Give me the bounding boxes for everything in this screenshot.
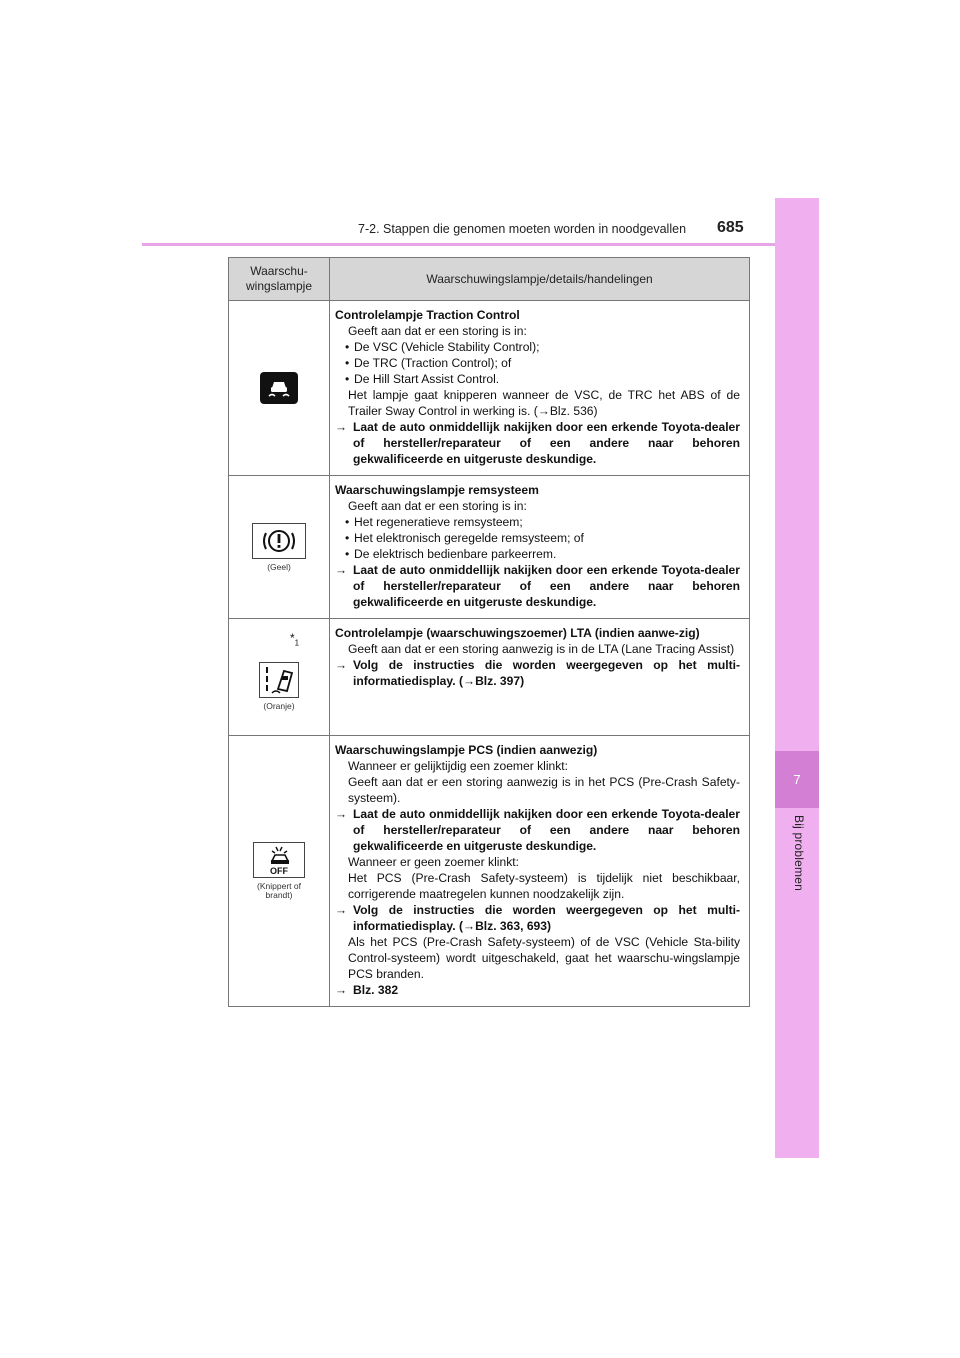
lane-tracing-assist-icon bbox=[259, 662, 299, 698]
table-row bbox=[229, 476, 750, 619]
header-rule bbox=[142, 243, 818, 246]
pcs-off-icon bbox=[253, 842, 305, 878]
column-header-lamp: Waarschu- wingslampje bbox=[229, 258, 330, 301]
details-cell bbox=[330, 736, 750, 1007]
icon-cell bbox=[229, 736, 330, 1007]
row-title: Controlelampje (waarschuwingszoemer) LTA (indien aanwe-zig) bbox=[335, 626, 700, 640]
arrow-icon: → bbox=[335, 420, 348, 434]
table-row bbox=[229, 619, 750, 736]
arrow-icon: → bbox=[335, 658, 348, 672]
list-item: • De TRC (Traction Control); of bbox=[335, 355, 740, 371]
chapter-sidebar bbox=[775, 198, 819, 1158]
brake-system-warning-icon bbox=[252, 523, 306, 559]
arrow-icon: → bbox=[335, 563, 348, 577]
arrow-icon: → bbox=[335, 807, 348, 821]
icon-cell bbox=[229, 476, 330, 619]
table-row bbox=[229, 301, 750, 476]
icon-caption: (Geel) bbox=[267, 561, 291, 572]
row-title: Controlelampje Traction Control bbox=[335, 308, 520, 322]
warning-lights-table bbox=[228, 257, 750, 1007]
row-text: Wanneer er geen zoemer klinkt: bbox=[348, 855, 519, 869]
section-title: 7-2. Stappen die genomen moeten worden in noodgevallen bbox=[358, 222, 687, 236]
icon-cell bbox=[229, 619, 330, 736]
list-item: • De VSC (Vehicle Stability Control); bbox=[335, 339, 740, 355]
list-item: • Het regeneratieve remsysteem; bbox=[335, 514, 740, 530]
row-text: Geeft aan dat er een storing aanwezig is in het PCS (Pre-Crash Safety-systeem). bbox=[348, 775, 740, 805]
table-row bbox=[229, 736, 750, 1007]
row-title: Waarschuwingslampje remsysteem bbox=[335, 483, 539, 497]
row-note: Het lampje gaat knipperen wanneer de VSC, de TRC het ABS of de Trailer Sway Control in werking is. (→Blz. 536) bbox=[348, 388, 740, 418]
row-action: → Laat de auto onmiddellijk nakijken door een erkende Toyota-dealer of hersteller/reparateur of een andere naar behoren gekwalificeerde en uitgeruste deskundige. bbox=[335, 420, 740, 466]
arrow-icon: → bbox=[335, 983, 348, 997]
row-title: Waarschuwingslampje PCS (indien aanwezig) bbox=[335, 743, 598, 757]
row-action: → Volg de instructies die worden weergegeven op het multi-informatiedisplay. (→Blz. 363, 693) bbox=[335, 903, 740, 933]
traction-control-icon bbox=[260, 372, 298, 404]
row-action: → Laat de auto onmiddellijk nakijken door een erkende Toyota-dealer of hersteller/reparateur of een andere naar behoren gekwalificeerde en uitgeruste deskundige. bbox=[335, 563, 740, 609]
pcs-off-text: OFF bbox=[270, 866, 288, 876]
icon-caption: (Oranje) bbox=[263, 700, 295, 711]
list-item: • De elektrisch bedienbare parkeerrem. bbox=[335, 546, 740, 562]
row-action: → Laat de auto onmiddellijk nakijken door een erkende Toyota-dealer of hersteller/reparateur of een andere naar behoren gekwalificeerde en uitgeruste deskundige. bbox=[335, 807, 740, 853]
row-text: Als het PCS (Pre-Crash Safety-systeem) of de VSC (Vehicle Sta-bility Control-systeem) wordt uitgeschakeld, gaat het waarschu-wingslampje PCS branden. bbox=[348, 935, 740, 981]
row-intro: Geeft aan dat er een storing is in: bbox=[348, 499, 527, 513]
icon-cell bbox=[229, 301, 330, 476]
details-cell bbox=[330, 301, 750, 476]
table-header-row bbox=[229, 258, 750, 301]
list-item: • Het elektronisch geregelde remsysteem; of bbox=[335, 530, 740, 546]
chapter-label: Bij problemen bbox=[792, 815, 806, 891]
footnote-mark: $*_1$ bbox=[290, 631, 300, 648]
row-intro: Geeft aan dat er een storing aanwezig is in de LTA (Lane Tracing Assist) bbox=[348, 642, 735, 656]
row-intro: Geeft aan dat er een storing is in: bbox=[348, 324, 527, 338]
arrow-icon: → bbox=[335, 903, 348, 917]
row-action: → Blz. 382 bbox=[335, 983, 399, 997]
list-item: • De Hill Start Assist Control. bbox=[335, 371, 740, 387]
page-number: 685 bbox=[717, 219, 744, 236]
row-text: Het PCS (Pre-Crash Safety-systeem) is tijdelijk niet beschikbaar, corrigerende maatregelen kunnen noodzakelijk zijn. bbox=[348, 871, 740, 901]
icon-caption: (Knippert of brandt) bbox=[257, 881, 301, 900]
chapter-number: 7 bbox=[775, 751, 819, 808]
row-text: Wanneer er gelijktijdig een zoemer klinkt: bbox=[348, 759, 569, 773]
row-action: → Volg de instructies die worden weergegeven op het multi-informatiedisplay. (→Blz. 397) bbox=[335, 658, 740, 688]
details-cell bbox=[330, 476, 750, 619]
details-cell bbox=[330, 619, 750, 736]
column-header-details: Waarschuwingslampje/details/handelingen bbox=[330, 258, 750, 301]
